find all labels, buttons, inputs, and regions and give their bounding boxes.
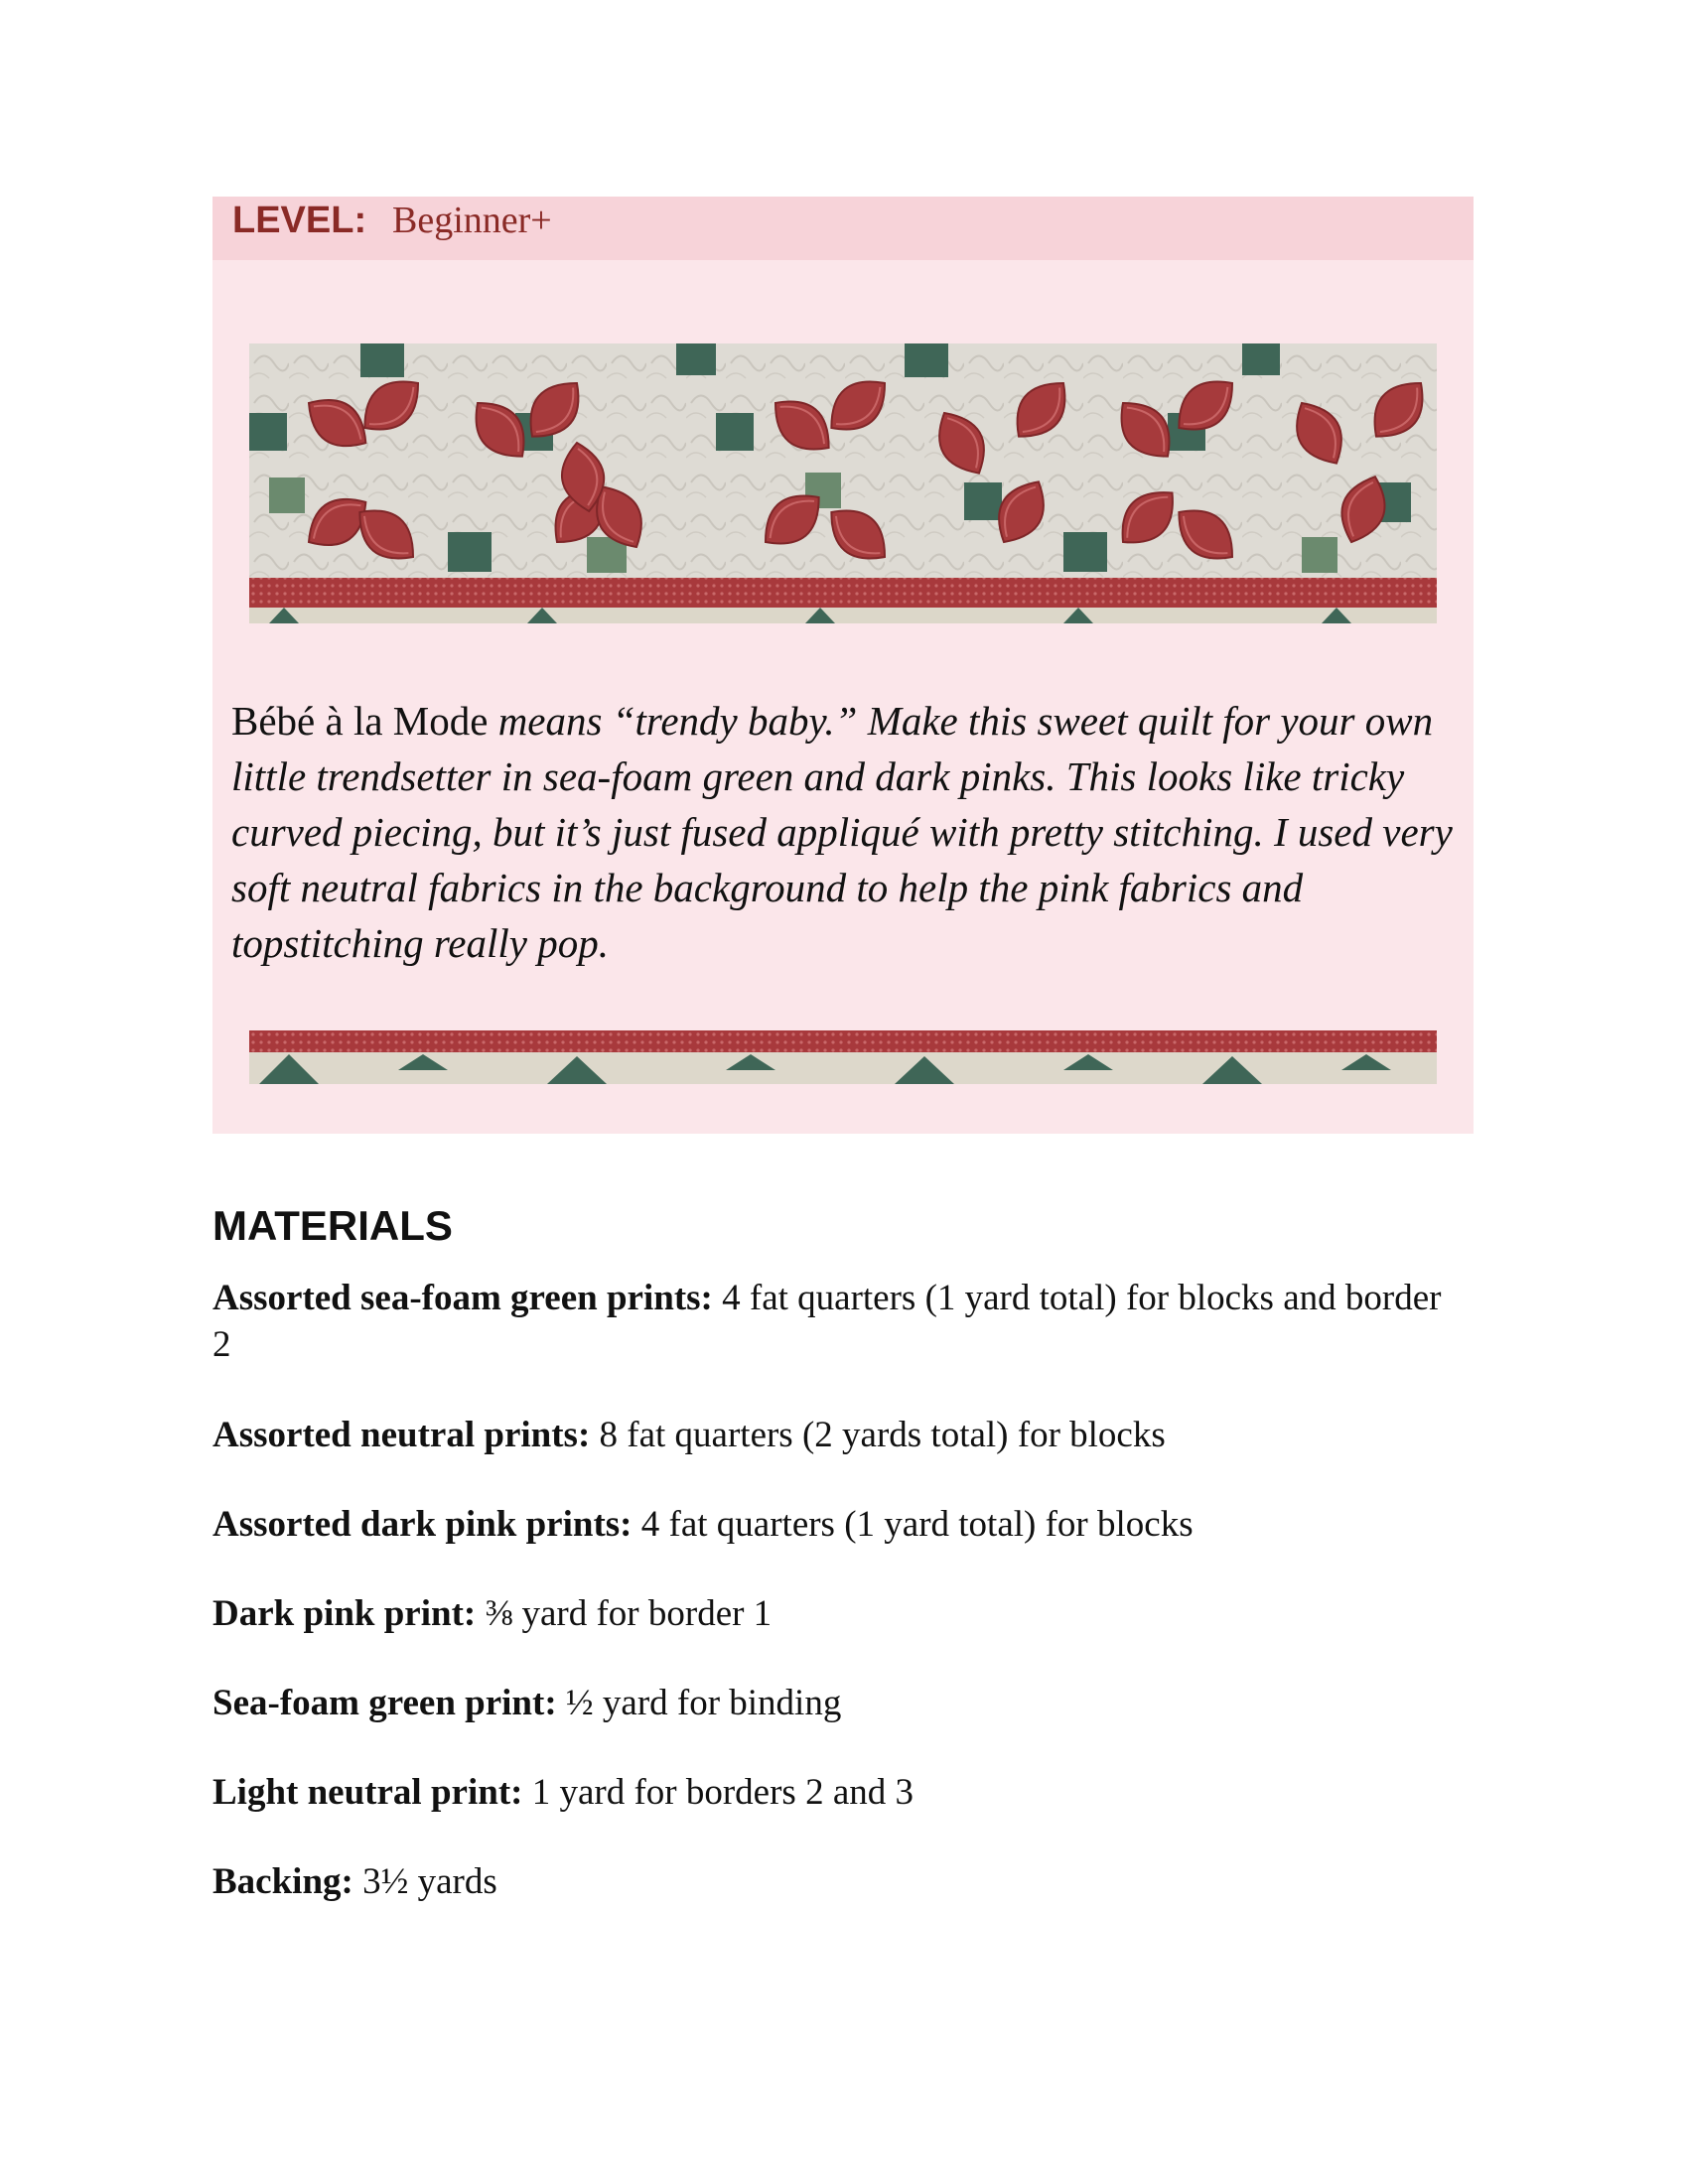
intro-card (212, 197, 1474, 1134)
materials-item (212, 1769, 1444, 1816)
intro-text: means “trendy baby.” Make this sweet quilt for your own little trendsetter in sea-foam green and dark pinks. This looks like tricky curved piecing, but it’s just fused appliqué with pretty stitching. I used very soft neutral fabrics in the background to help the pink fabrics and topstitching really pop. (231, 698, 1453, 966)
materials-item-label: Assorted sea-foam green prints: (212, 1278, 713, 1318)
materials-item (212, 1590, 1444, 1637)
materials-list (212, 1275, 1444, 1905)
materials-item-desc: 8 fat quarters (2 yards total) for blocks (599, 1415, 1166, 1455)
quilt-binding-photo (249, 1030, 1437, 1084)
level-label: LEVEL: (232, 200, 367, 241)
materials-item-desc: 1 yard for borders 2 and 3 (531, 1772, 914, 1813)
materials-item-label: Assorted dark pink prints: (212, 1504, 633, 1545)
materials-item-desc: 3½ yards (362, 1861, 497, 1902)
intro-paragraph (231, 693, 1463, 971)
level-value: Beginner+ (392, 200, 552, 241)
level-bar (212, 197, 1474, 260)
materials-item-label: Light neutral print: (212, 1772, 523, 1813)
materials-item (212, 1680, 1444, 1726)
materials-heading: MATERIALS (212, 1202, 453, 1249)
quilt-border-photo (249, 343, 1437, 623)
materials-item-desc: 4 fat quarters (1 yard total) for blocks and border 2 (212, 1278, 1442, 1365)
materials-item-desc: 4 fat quarters (1 yard total) for blocks (640, 1504, 1194, 1545)
materials-item (212, 1501, 1444, 1548)
materials-item (212, 1412, 1444, 1458)
materials-item-desc: ½ yard for binding (565, 1683, 842, 1723)
quilt-title: Bébé à la Mode (231, 698, 489, 744)
materials-item (212, 1275, 1444, 1368)
materials-item-label: Backing: (212, 1861, 353, 1902)
materials-item-label: Sea-foam green print: (212, 1683, 557, 1723)
materials-item-desc: ⅜ yard for border 1 (485, 1593, 773, 1634)
materials-item-label: Assorted neutral prints: (212, 1415, 591, 1455)
materials-item (212, 1858, 1444, 1905)
materials-item-label: Dark pink print: (212, 1593, 477, 1634)
